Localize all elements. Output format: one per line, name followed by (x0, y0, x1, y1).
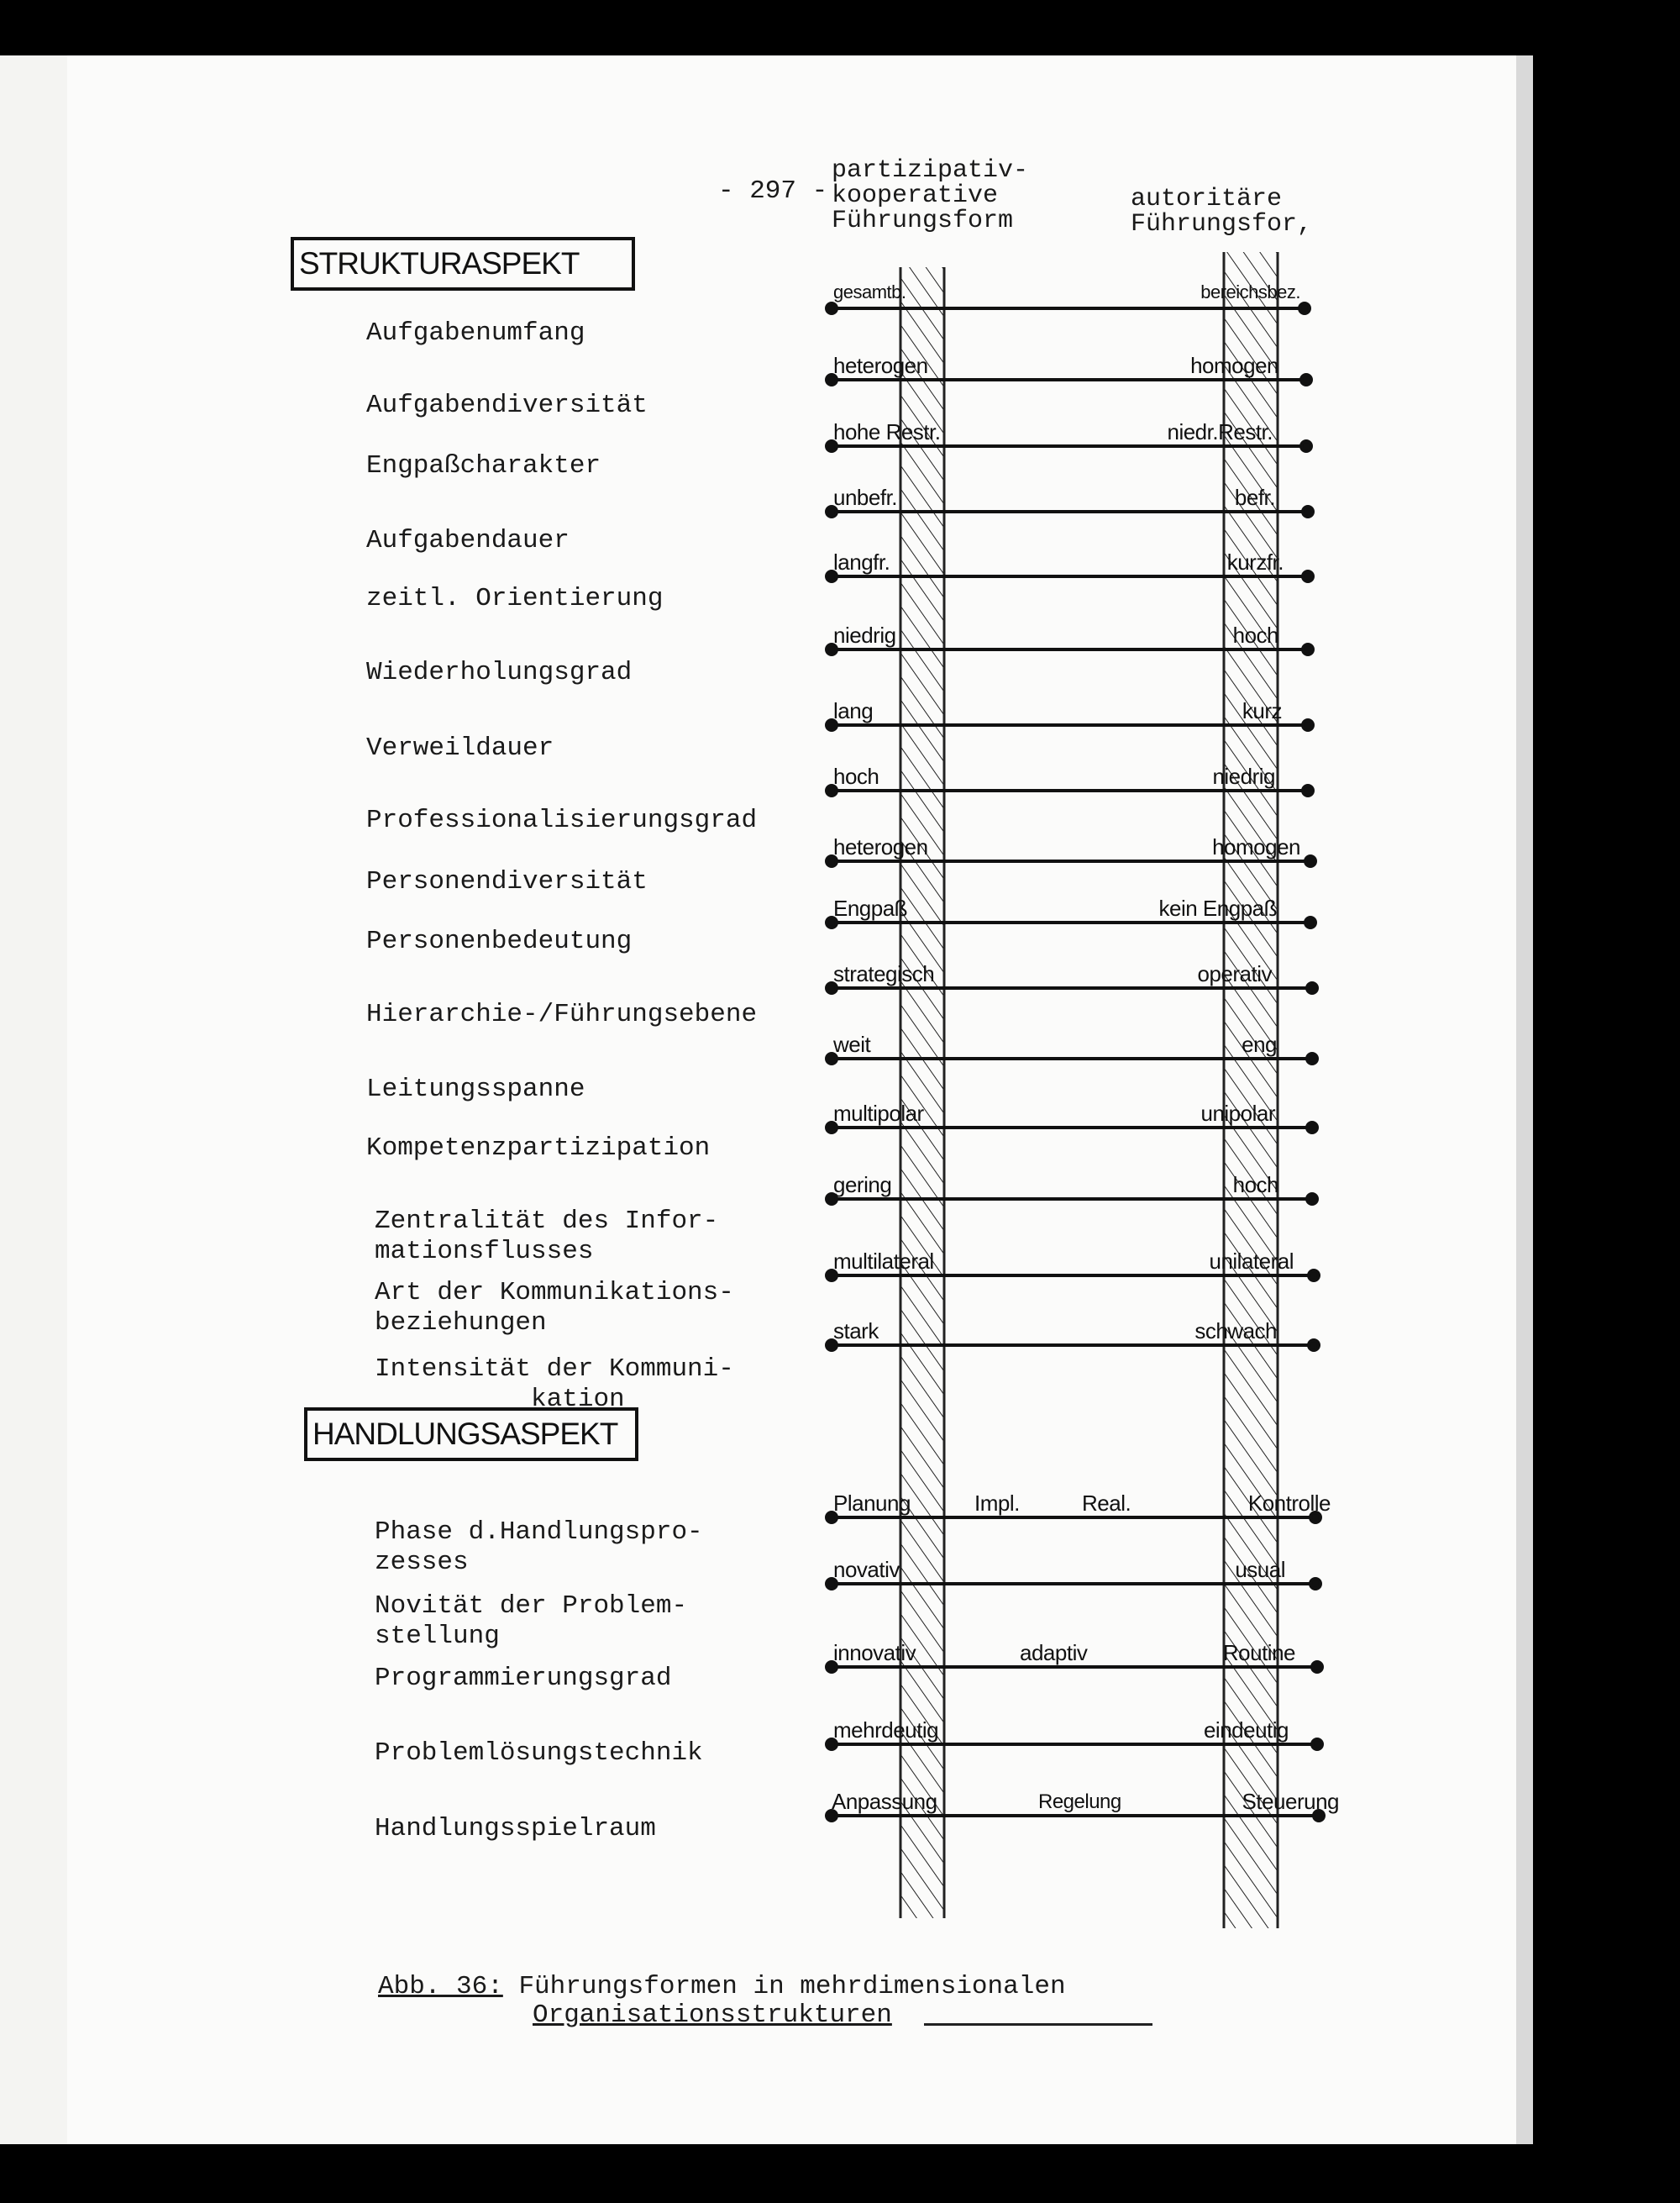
scale-left-label: lang (833, 698, 874, 723)
criterion-label: Art der Kommunikations- beziehungen (375, 1278, 734, 1338)
scale-left-label: Engpaß (833, 896, 908, 921)
scale-left-label: stark (833, 1318, 879, 1343)
scale-right-label: niedrig (1212, 764, 1275, 789)
criterion-label: Wiederholungsgrad (366, 658, 633, 687)
scale-right-label: hoch (1232, 1172, 1278, 1197)
scale-right-label: usual (1235, 1557, 1285, 1582)
figure-caption: Abb. 36: Führungsformen in mehrdimensionalen Organisationsstrukturen (378, 1972, 1066, 2030)
scale-left-label: niedrig (833, 623, 896, 648)
scale-left-label: multilateral (833, 1249, 934, 1274)
scale-left-label: hoch (833, 764, 879, 789)
scale-left-label: Anpassung (832, 1789, 937, 1814)
scale-right-label: eng (1242, 1032, 1277, 1057)
criterion-label: Personenbedeutung (366, 927, 633, 956)
criterion-label: Verweildauer (366, 733, 554, 763)
scale-right-label: kurz (1242, 698, 1282, 723)
criterion-label: Aufgabendiversität (366, 391, 648, 420)
criterion-label: Kompetenzpartizipation (366, 1133, 711, 1163)
scale-left-label: unbefr. (833, 485, 898, 510)
criterion-label: Handlungsspielraum (375, 1814, 656, 1843)
scale-right-label: schwach (1194, 1318, 1277, 1343)
scale-right-label: Kontrolle (1247, 1491, 1331, 1516)
scale-right-label: Routine (1222, 1640, 1295, 1665)
scale-left-label: heterogen (833, 353, 928, 378)
scale-left-label: strategisch (833, 961, 935, 986)
scale-right-label: homogen (1190, 353, 1278, 378)
scale-left-label: heterogen (833, 834, 928, 860)
scale-right-label: niedr.Restr. (1167, 419, 1273, 444)
section-box-structure: STRUKTURASPEKT (291, 237, 635, 291)
scale-left-label: hohe Restr. (833, 419, 941, 444)
caption-underline-extension (924, 2023, 1152, 2026)
scale-left-label: gesamtb. (833, 281, 906, 302)
criterion-label: Aufgabendauer (366, 526, 570, 555)
section-box-action: HANDLUNGSASPEKT (304, 1407, 638, 1461)
criterion-label: Programmierungsgrad (375, 1664, 672, 1693)
page-number: - 297 - (718, 176, 828, 206)
scale-right-label: homogen (1212, 834, 1300, 860)
column-header-left: partizipativ- kooperative Führungsform (832, 156, 1029, 235)
scale-left-label: langfr. (833, 549, 890, 575)
criterion-label: Hierarchie-/Führungsebene (366, 1000, 758, 1029)
scale-left-label: gering (833, 1172, 892, 1197)
scale-middle-label: Real. (1082, 1491, 1131, 1516)
scale-right-label: unipolar (1200, 1101, 1275, 1126)
criterion-label: Engpaßcharakter (366, 451, 601, 481)
criterion-label: zeitl. Orientierung (366, 584, 664, 613)
scale-left-label: multipolar (833, 1101, 924, 1126)
scale-left-label: Planung (833, 1491, 911, 1516)
hatched-column-participative (900, 267, 944, 1918)
scale-right-label: hoch (1232, 623, 1278, 648)
criterion-label: Leitungsspanne (366, 1075, 585, 1104)
scale-right-label: kein Engpaß (1158, 896, 1277, 921)
scale-right-label: befr. (1234, 485, 1275, 510)
scale-right-label: unilateral (1209, 1249, 1294, 1274)
scale-left-label: novativ (833, 1557, 900, 1582)
scale-right-label: Steuerung (1242, 1789, 1339, 1814)
scale-middle-label: adaptiv (1020, 1640, 1088, 1665)
criterion-label: Novität der Problem- stellung (375, 1591, 688, 1651)
criterion-label: Intensität der Kommuni- kation (375, 1354, 734, 1414)
scale-left-label: mehrdeutig (833, 1717, 939, 1743)
criterion-label: Problemlösungstechnik (375, 1738, 703, 1768)
criterion-label: Personendiversität (366, 867, 648, 896)
scale-middle-label: Impl. (974, 1491, 1020, 1516)
criterion-label: Aufgabenumfang (366, 318, 585, 348)
scale-right-label: bereichsbez. (1200, 281, 1300, 302)
scale-middle-label: Regelung (1038, 1790, 1121, 1813)
criterion-label: Phase d.Handlungspro- zesses (375, 1517, 703, 1577)
scale-left-label: weit (833, 1032, 871, 1057)
scale-right-label: kurzfr. (1226, 549, 1284, 575)
column-header-right: autoritäre Führungsfor, (1131, 185, 1313, 239)
criterion-label: Zentralität des Infor- mationsflusses (375, 1207, 719, 1266)
scale-right-label: eindeutig (1203, 1717, 1289, 1743)
scale-left-label: innovativ (833, 1640, 916, 1665)
criterion-label: Professionalisierungsgrad (366, 806, 758, 835)
scale-right-label: operativ (1197, 961, 1272, 986)
